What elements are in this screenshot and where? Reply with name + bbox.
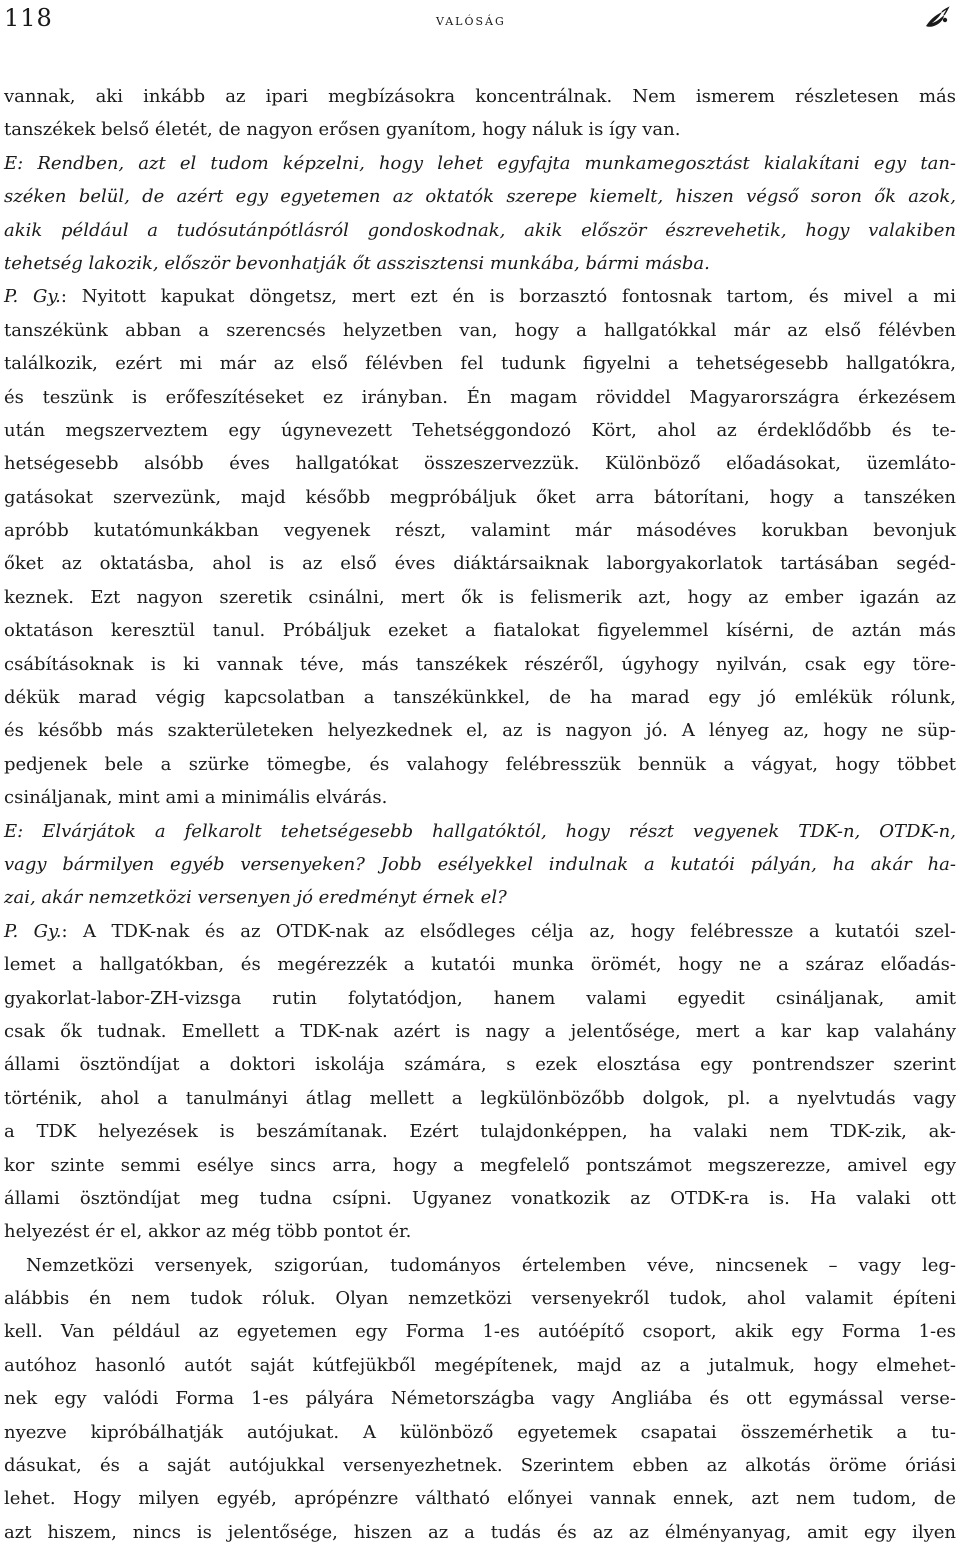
line-text: apróbb kutatómunkákban vegyenek részt, valamint már másodéves korukban bevonjuk bbox=[4, 520, 956, 542]
line-text: és később más szakterületeken helyezkednek el, az is nagyon jó. A lényeg az, hogy ne süp- bbox=[4, 720, 956, 742]
text-line bbox=[4, 714, 956, 747]
text-line bbox=[4, 1215, 956, 1248]
line-text: azt hiszem, nincs is jelentősége, hiszen az a tudás és az az élményanyag, amit egy ilyen bbox=[4, 1521, 956, 1543]
line-text: : Nyitott kapukat döngetsz, mert ezt én is borzasztó fontosnak tartom, és mivel a mi bbox=[60, 286, 957, 308]
line-text: oktatáson keresztül tanul. Próbáljuk ezeket a fiatalokat figyelemmel kísérni, de aztán más bbox=[4, 620, 956, 642]
line-text: csináljanak, mint ami a minimális elvárás. bbox=[4, 787, 388, 809]
text-line bbox=[4, 414, 956, 447]
text-line bbox=[4, 915, 956, 948]
article-body bbox=[4, 80, 956, 1549]
line-text: vannak, aki inkább az ipari megbízásokra koncentrálnak. Nem ismerem részletesen más bbox=[4, 86, 956, 107]
text-line bbox=[4, 1349, 956, 1382]
line-text: történik, ahol a tanulmányi átlag mellett a legkülönbözőbb dolgok, pl. a nyelvtudás vagy bbox=[4, 1087, 956, 1109]
interviewer-question-line bbox=[4, 881, 956, 914]
interviewer-question-line bbox=[4, 848, 956, 881]
line-text: alábbis én nem tudok róluk. Olyan nemzetközi versenyekről tudok, ahol valamit építeni bbox=[4, 1288, 956, 1310]
text-line bbox=[4, 447, 956, 480]
interviewer-question-line bbox=[4, 180, 956, 213]
text-line bbox=[4, 948, 956, 981]
text-line bbox=[4, 1249, 956, 1282]
line-text: autóhoz hasonló autót saját kútfejükből megépítenek, majd az a jutalmuk, hogy elmehet- bbox=[4, 1354, 956, 1376]
line-text: nek egy valódi Forma 1-es pályára Németországba vagy Angliába és ott egymással verse- bbox=[4, 1388, 956, 1410]
line-text: tehetség lakozik, először bevonhatják őt asszisztensi munkába, bármi másba. bbox=[4, 252, 710, 274]
line-text: hetségesebb alsóbb éves hallgatókat összeszervezzük. Különböző előadásokat, üzemláto- bbox=[4, 453, 956, 475]
line-text: kell. Van például az egyetemen egy Forma 1-es autóépítő csoport, akik egy Forma 1-es bbox=[4, 1321, 956, 1343]
line-text: helyezést ér el, akkor az még több pontot ér. bbox=[4, 1221, 412, 1243]
interviewer-question-line bbox=[4, 214, 956, 247]
text-line bbox=[4, 614, 956, 647]
text-line bbox=[4, 1315, 956, 1348]
page-number: 118 bbox=[4, 4, 53, 32]
line-text: Nemzetközi versenyek, szigorúan, tudományos értelemben véve, nincsenek – vagy leg- bbox=[26, 1254, 956, 1276]
line-text: akik például a tudósutánpótlásról gondoskodnak, akik először észrevehetik, hogy valakiben bbox=[4, 219, 956, 241]
line-text: kor szinte semmi esélye sincs arra, hogy a megfelelő pontszámot megszerezze, amivel egy bbox=[4, 1154, 956, 1176]
text-line bbox=[4, 581, 956, 614]
line-text: lemet a hallgatókban, és megérezzék a kutatói munka örömét, hogy ne a száraz előadás- bbox=[4, 954, 956, 976]
text-line bbox=[4, 381, 956, 414]
text-line bbox=[4, 314, 956, 347]
line-text: lehet. Hogy milyen egyéb, aprópénzre váltható előnyei vannak ennek, azt nem tudom, de bbox=[4, 1488, 956, 1510]
text-line bbox=[4, 514, 956, 547]
running-title: valóság bbox=[436, 11, 506, 29]
text-line bbox=[4, 1182, 956, 1215]
interviewer-question-line bbox=[4, 147, 956, 180]
line-text: E: Rendben, azt el tudom képzelni, hogy lehet egyfajta munkamegosztást kialakítani egy tan- bbox=[4, 152, 956, 174]
text-line bbox=[4, 681, 956, 714]
text-line bbox=[4, 1115, 956, 1148]
text-line bbox=[4, 481, 956, 514]
text-line bbox=[4, 547, 956, 580]
line-text: a TDK helyezések is beszámítanak. Ezért tulajdonképpen, ha valaki nem TDK-zik, ak- bbox=[4, 1121, 956, 1143]
text-line bbox=[4, 113, 956, 146]
line-text: állami ösztöndíjat meg tudna csípni. Ugyanez vonatkozik az OTDK-ra is. Ha valaki ott bbox=[4, 1187, 956, 1209]
text-line bbox=[4, 347, 956, 380]
line-text: keznek. Ezt nagyon szeretik csinálni, mert ők is felismerik azt, hogy az ember igazán az bbox=[4, 586, 956, 608]
text-line bbox=[4, 781, 956, 814]
line-text: találkozik, ezért mi már az első félévben fel tudunk figyelni a tehetségesebb hallgatókra, bbox=[4, 353, 956, 375]
quill-ornament-icon bbox=[924, 6, 950, 30]
line-text: állami ösztöndíjat a doktori iskolája számára, s ezek elosztása egy pontrendszer szerint bbox=[4, 1054, 956, 1076]
line-text: : A TDK-nak és az OTDK-nak az elsődleges célja az, hogy felébressze a kutatói szel- bbox=[61, 920, 956, 942]
text-line bbox=[4, 1048, 956, 1081]
line-text: vagy bármilyen egyéb versenyeken? Jobb esélyekkel indulnak a kutatói pályán, ha akár ha- bbox=[4, 853, 956, 875]
text-line bbox=[4, 1516, 956, 1549]
line-text: E: Elvárjátok a felkarolt tehetségesebb hallgatóktól, hogy részt vegyenek TDK-n, OTDK-n, bbox=[4, 820, 956, 842]
line-text: zai, akár nemzetközi versenyen jó eredményt érnek el? bbox=[4, 887, 507, 909]
speaker-label: P. Gy. bbox=[4, 286, 61, 308]
line-text: nyezve kipróbálhatják autójukat. A különböző egyetemek csapatai összemérhetik a tu- bbox=[4, 1421, 956, 1443]
text-line bbox=[4, 1149, 956, 1182]
text-line bbox=[4, 1382, 956, 1415]
text-line bbox=[4, 1282, 956, 1315]
text-line bbox=[4, 1416, 956, 1449]
text-line bbox=[4, 1082, 956, 1115]
text-line bbox=[4, 982, 956, 1015]
line-text: széken belül, de azért egy egyetemen az oktatók szerepe kiemelt, hiszen végső soron ők azok, bbox=[4, 186, 956, 208]
line-text: és teszünk is erőfeszítéseket ez irányban. Én magam röviddel Magyarországra érkezésem bbox=[4, 386, 956, 408]
line-text: gatásokat szervezünk, majd később megpróbáljuk őket arra bátorítani, hogy a tanszéken bbox=[4, 486, 956, 508]
text-line bbox=[4, 648, 956, 681]
text-line bbox=[4, 280, 956, 313]
text-line bbox=[4, 748, 956, 781]
line-text: őket az oktatásba, ahol is az első éves diáktársaiknak laborgyakorlatok tartásában segéd- bbox=[4, 553, 956, 575]
text-line bbox=[4, 1015, 956, 1048]
interviewer-question-line bbox=[4, 247, 956, 280]
interviewer-question-line bbox=[4, 815, 956, 848]
line-text: dékük marad végig kapcsolatban a tanszékünkkel, de ha marad egy jó emlékük rólunk, bbox=[4, 687, 956, 709]
line-text: tanszékünk abban a szerencsés helyzetben van, hogy a hallgatókkal már az első félévben bbox=[4, 319, 956, 341]
line-text: pedjenek bele a szürke tömegbe, és valahogy felébresszük bennük a vágyat, hogy többet bbox=[4, 753, 956, 775]
text-line bbox=[4, 1449, 956, 1482]
line-text: tanszékek belső életét, de nagyon erősen gyanítom, hogy náluk is így van. bbox=[4, 119, 681, 141]
line-text: dásukat, és a saját autójukkal versenyezhetnek. Szerintem ebben az alkotás öröme óriási bbox=[4, 1455, 956, 1477]
text-line bbox=[4, 80, 956, 113]
line-text: csábításoknak is ki vannak téve, más tanszékek részéről, úgyhogy nyilván, csak egy töre- bbox=[4, 653, 956, 675]
page-header bbox=[0, 4, 960, 34]
line-text: gyakorlat-labor-ZH-vizsga rutin folytatódjon, hanem valami egyedit csináljanak, amit bbox=[4, 987, 956, 1009]
speaker-label: P. Gy. bbox=[4, 920, 62, 942]
line-text: csak ők tudnak. Emellett a TDK-nak azért is nagy a jelentősége, mert a kar kap valahány bbox=[4, 1020, 956, 1042]
line-text: után megszerveztem egy úgynevezett Tehetséggondozó Kört, ahol az érdeklődőbb és te- bbox=[4, 419, 956, 441]
text-line bbox=[4, 1482, 956, 1515]
